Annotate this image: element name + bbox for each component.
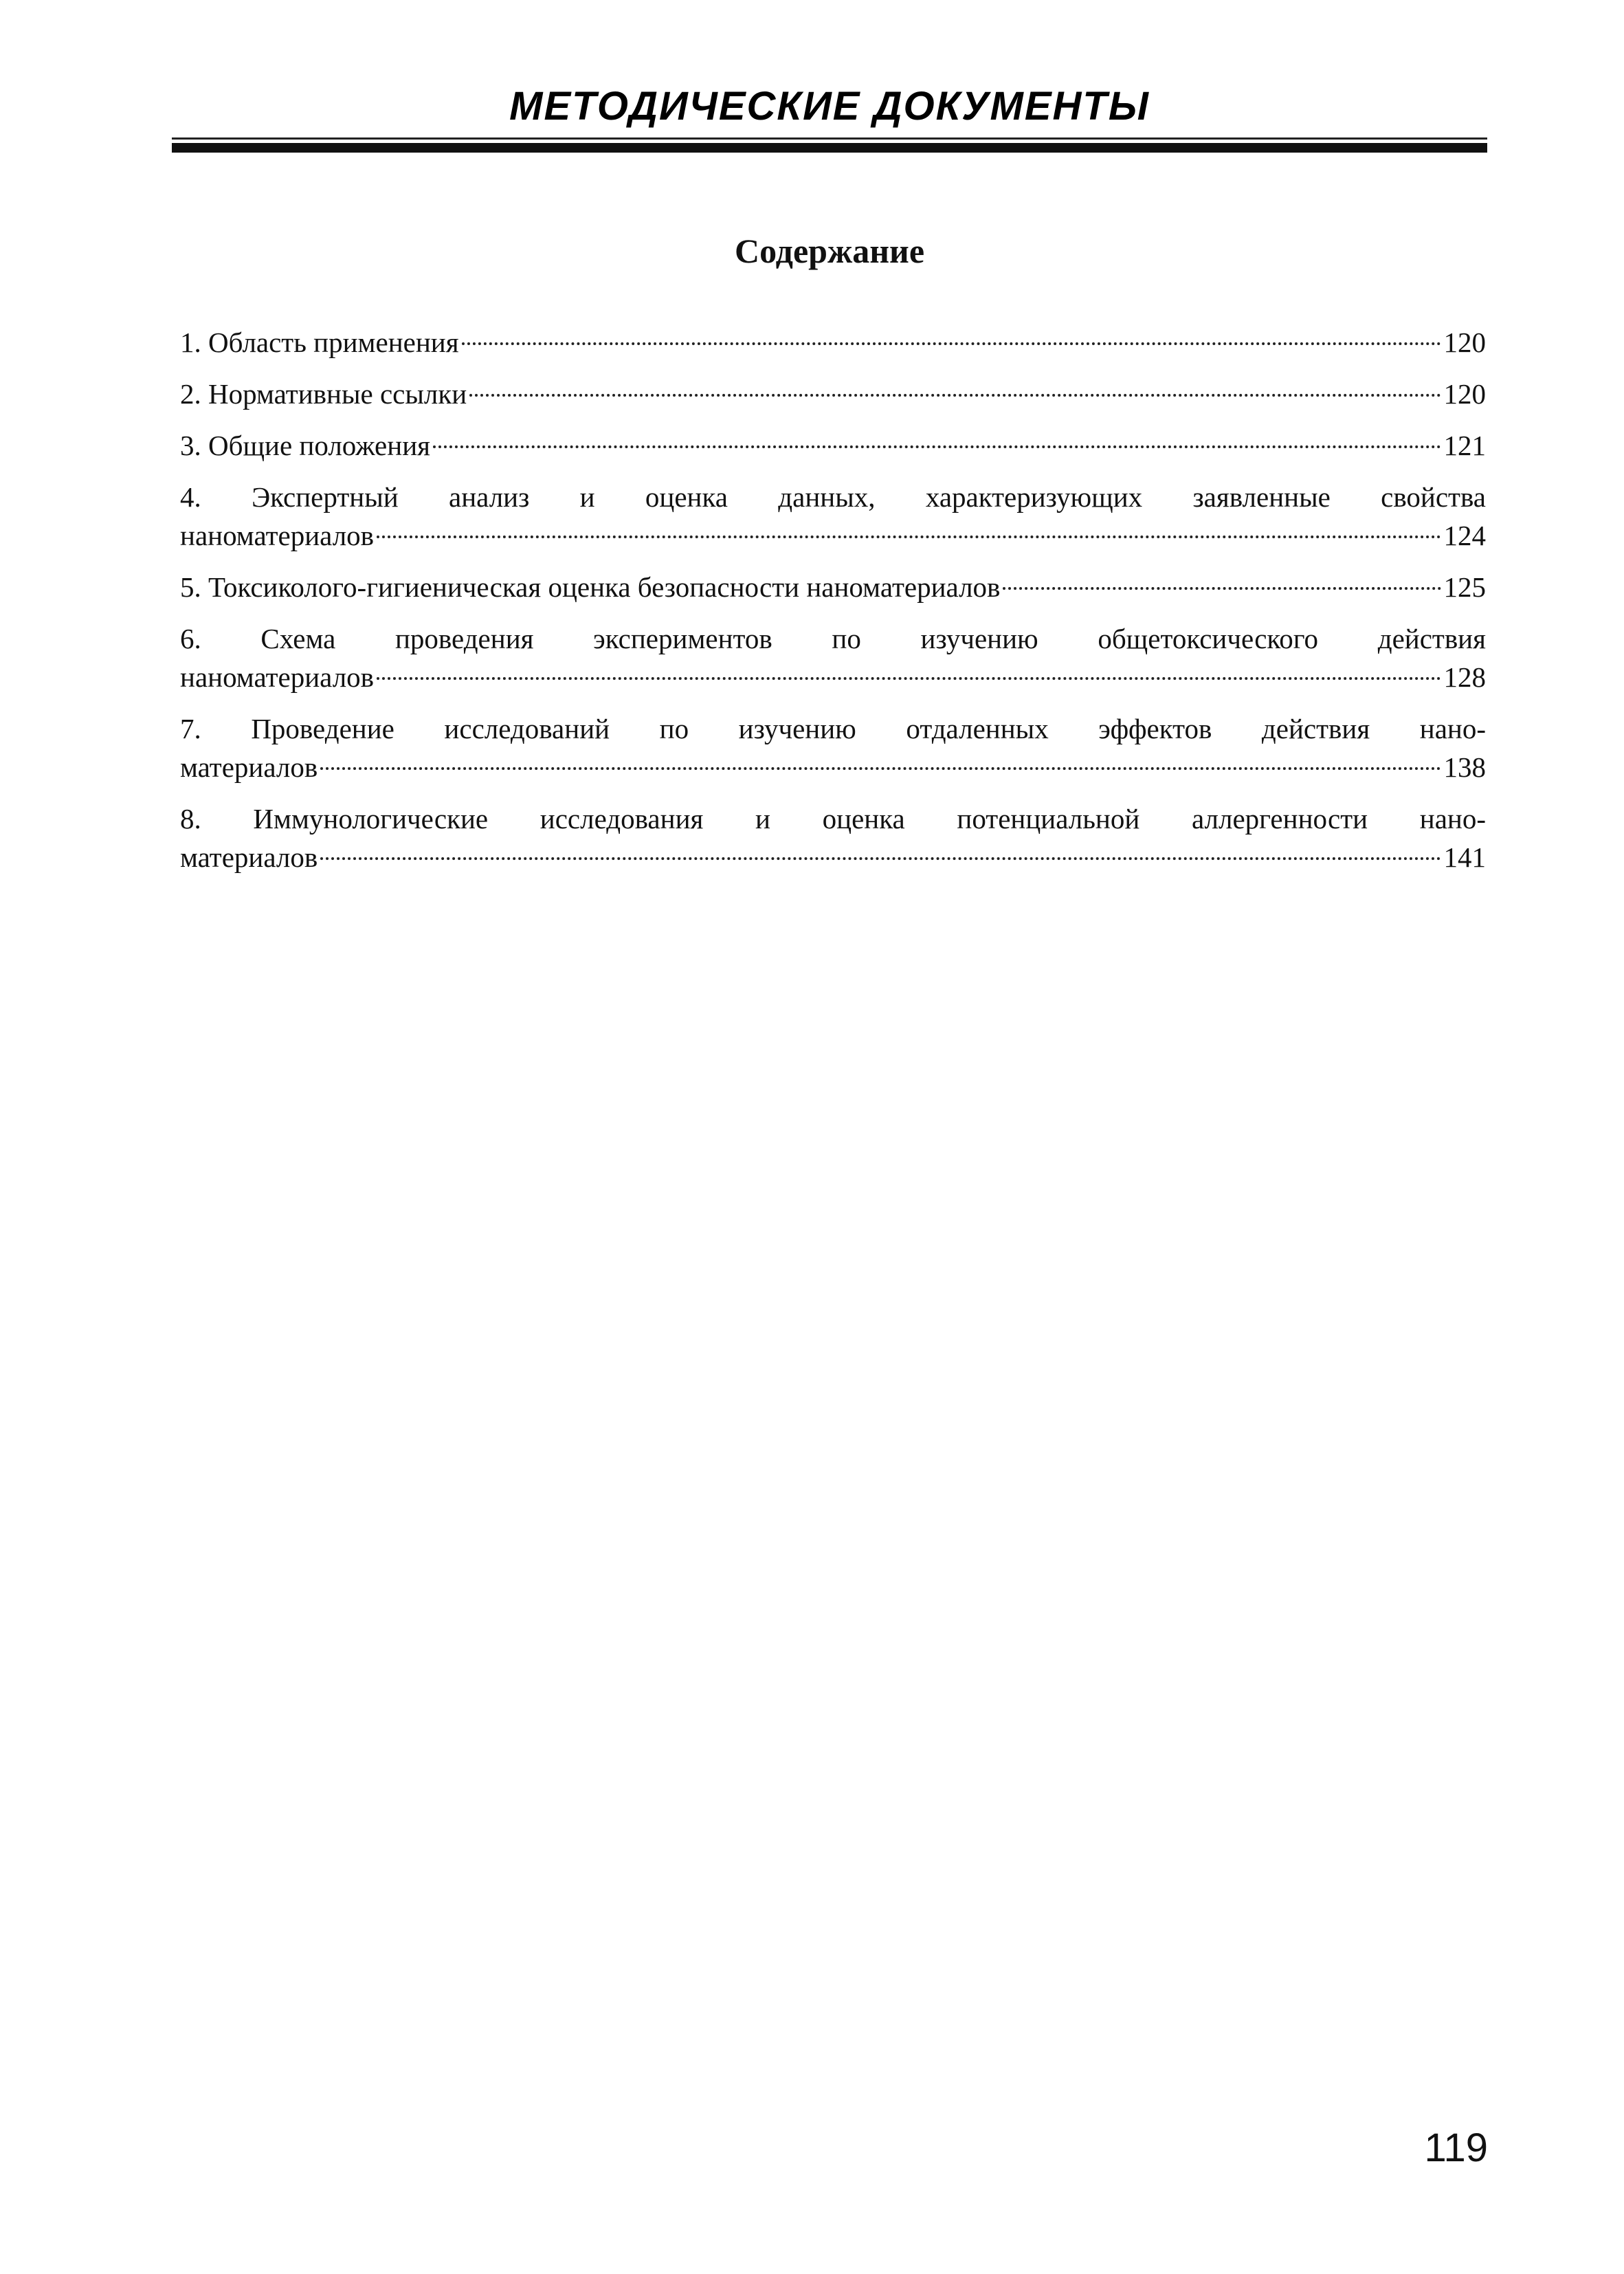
toc-entry-first-line: 4. Экспертный анализ и оценка данных, характеризующих заявленные свойства: [180, 481, 1486, 513]
toc-entry-line: [180, 375, 1486, 413]
toc-entry-line: [180, 658, 1486, 696]
toc-page-number: 128: [1443, 661, 1486, 693]
toc-entry-2[interactable]: [180, 375, 1486, 413]
toc-entry-label: наноматериалов: [180, 520, 375, 551]
toc-page-number: 121: [1443, 430, 1486, 461]
dot-leader: [1003, 587, 1441, 590]
toc-entry-6[interactable]: [180, 619, 1486, 696]
toc-entry-line: [180, 323, 1486, 362]
toc-entry-label: материалов: [180, 841, 318, 873]
table-of-contents: [180, 323, 1486, 890]
toc-entry-first-line: 7. Проведение исследований по изучению отдаленных эффектов действия нано-: [180, 713, 1486, 744]
dot-leader: [320, 857, 1441, 860]
toc-entry-first-line: 8. Иммунологические исследования и оценка потенциальной аллергенности нано-: [180, 803, 1486, 835]
toc-page-number: 141: [1443, 841, 1486, 873]
toc-entry-label: 2. Нормативные ссылки: [180, 378, 467, 410]
toc-page-number: 124: [1443, 520, 1486, 551]
toc-page-number: 138: [1443, 751, 1486, 783]
toc-entry-line: [180, 516, 1486, 555]
toc-heading: Содержание: [734, 232, 925, 270]
toc-page-number: 120: [1443, 378, 1486, 410]
dot-leader: [469, 394, 1441, 397]
toc-entry-line: [180, 838, 1486, 876]
toc-entry-label: 3. Общие положения: [180, 430, 430, 461]
toc-entry-line: [180, 748, 1486, 786]
dot-leader: [433, 445, 1441, 448]
dot-leader: [377, 677, 1441, 680]
header-rule-thick: [172, 143, 1487, 153]
toc-entry-8[interactable]: [180, 799, 1486, 876]
toc-entry-5[interactable]: [180, 568, 1486, 606]
toc-entry-line: [180, 426, 1486, 465]
dot-leader: [462, 342, 1441, 345]
toc-page-number: 120: [1443, 327, 1486, 358]
toc-entry-first-line: 6. Схема проведения экспериментов по изучению общетоксического действия: [180, 623, 1486, 654]
toc-entry-label: 1. Область применения: [180, 327, 459, 358]
toc-entry-7[interactable]: [180, 709, 1486, 786]
toc-entry-label: 5. Токсиколого-гигиеническая оценка безопасности наноматериалов: [180, 571, 1001, 603]
toc-entry-1[interactable]: [180, 323, 1486, 362]
toc-entry-label: наноматериалов: [180, 661, 375, 693]
dot-leader: [320, 767, 1441, 770]
dot-leader: [377, 536, 1441, 538]
page-number: 119: [1424, 2126, 1488, 2170]
header-rule-thin: [172, 137, 1487, 140]
toc-page-number: 125: [1443, 571, 1486, 603]
toc-entry-label: материалов: [180, 751, 318, 783]
running-head: [172, 82, 1487, 158]
running-head-title: МЕТОДИЧЕСКИЕ ДОКУМЕНТЫ: [509, 84, 1150, 129]
toc-entry-4[interactable]: [180, 478, 1486, 555]
toc-entry-3[interactable]: [180, 426, 1486, 465]
toc-entry-line: [180, 568, 1486, 606]
